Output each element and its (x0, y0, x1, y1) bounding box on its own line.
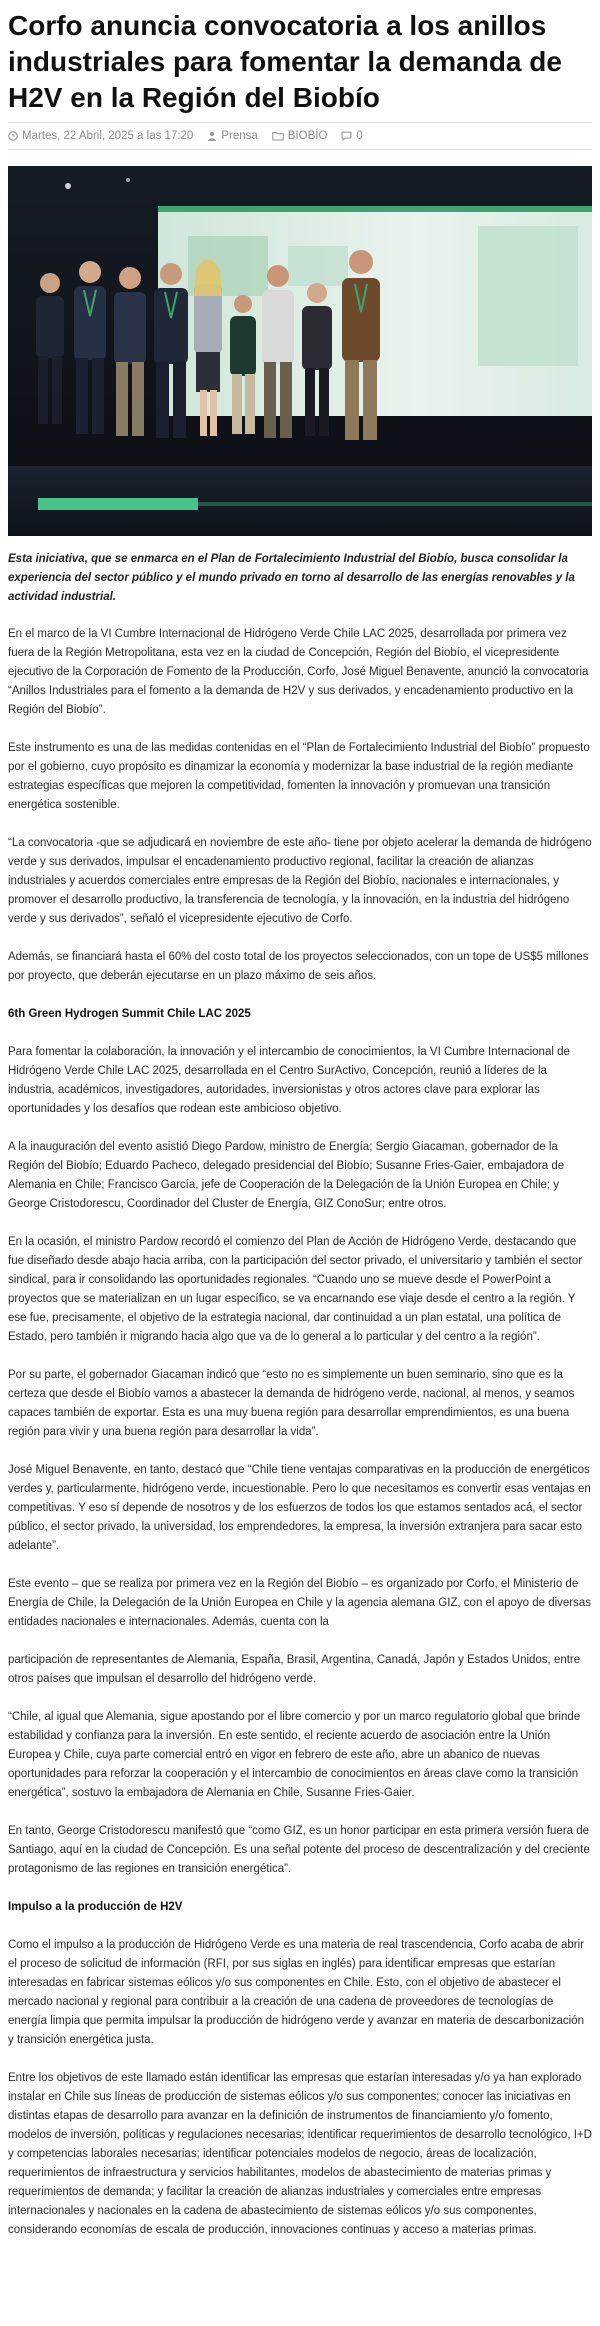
h2v-paragraph-1: Como el impulso a la producción de Hidrógeno Verde es una materia de real trascendencia, Corfo acaba de abrir el proceso de solicitud de información (RFI, por sus siglas en inglés) para identificar empresas que estarían interesadas en fabricar sistemas eólicos y/o sus componentes en Chile. Esto, con el objetivo de abastecer el mercado nacional y regional para contribuir a la creación de una cadena de proveedores de tecnologías de energía limpia que permita impulsar la producción de hidrógeno verde y avanzar en materia de descarbonización y transición energética justa. (8, 1939, 584, 2046)
h2v-paragraph-2: Entre los objetivos de este llamado están identificar las empresas que estarían interesadas y/o ya han explorado instalar en Chile sus líneas de producción de sistemas eólicos y/o sus componentes; conocer las iniciativas en distintas etapas de desarrollo para avanzar en la definición de instrumentos de financiamiento y/o fomento, modelos de inversión, políticas y regulaciones necesarias; identificar requerimientos de desarrollo tecnológico, I+D y competencias laborales necesarias; identificar potenciales modelos de negocio, áreas de localización, requerimientos de infraestructura y servicios habilitantes, modelos de abastecimiento de materias primas y requerimientos de demanda; y facilitar la creación de alianzas industriales y comerciales entre empresas internacionales y nacionales en la cadena de abastecimiento de sistemas eólicos y/o sus componentes, considerando economías de escala de producción, innovaciones continuas y acceso a materias primas. (8, 2072, 592, 2236)
summit-paragraph-8: “Chile, al igual que Alemania, sigue apostando por el libre comercio y por un marco regulatorio global que brinde estabilidad y confianza para la inversión. En este sentido, el reciente acuerdo de asociación entre la Unión Europea y Chile, cuya parte comercial entró en vigor en febrero de este año, abre un abanico de nuevas oportunidades para reforzar la cooperación y el intercambio de conocimientos en áreas clave como la transición energética”, sostuvo la embajadora de Alemania en Chile, Susanne Fries-Gaier. (8, 1711, 581, 1799)
article-photo (8, 166, 592, 536)
comment-icon (341, 131, 352, 141)
meta-comments-link[interactable]: 0 (356, 130, 363, 142)
group-photo-illustration (8, 166, 592, 536)
section-heading-summit: 6th Green Hydrogen Summit Chile LAC 2025 (8, 1008, 251, 1020)
summit-paragraph-4: Por su parte, el gobernador Giacaman indicó que “esto no es simplemente un buen seminario, sino que es la certeza que desde el Biobío vamos a abastecer la demanda de hidrógeno verde, nacional, al menos, y seamos capaces también de exportar. Esta es una muy buena región para desarrollar emprendimientos, es una buena región para vivir y una buena región para desarrollar la vida”. (8, 1369, 575, 1438)
paragraph-4: Además, se financiará hasta el 60% del costo total de los proyectos seleccionados, con un tope de US$5 millones por proyecto, que deberán ejecutarse en un plazo máximo de seis años. (8, 951, 589, 982)
section-heading-h2v: Impulso a la producción de H2V (8, 1901, 183, 1913)
article-lead: Esta iniciativa, que se enmarca en el Plan de Fortalecimiento Industrial del Biobío, busca consolidar la experiencia del sector público y el mundo privado en torno al desarrollo de las energías renovables y la actividad industrial. (8, 553, 575, 603)
meta-author-link[interactable]: Prensa (221, 130, 258, 142)
paragraph-2: Este instrumento es una de las medidas contenidas en el “Plan de Fortalecimiento Industrial del Biobío” propuesto por el gobierno, cuyo propósito es dinamizar la economía y modernizar la base industrial de la región mediante estrategias específicas que mejoren la competitividad, fomenten la innovación y promuevan una transición energética sostenible. (8, 742, 590, 811)
meta-comments[interactable] (341, 130, 362, 142)
meta-author[interactable] (207, 130, 257, 142)
summit-paragraph-9: En tanto, George Cristodorescu manifestó que “como GIZ, es un honor participar en esta primera versión fuera de Santiago, aquí en la ciudad de Concepción. Es una señal potente del proceso de descentralización y del creciente protagonismo de las regiones en transición energética”. (8, 1825, 590, 1875)
folder-icon (272, 131, 284, 141)
article-title: Corfo anuncia convocatoria a los anillos industriales para fomentar la demanda de H2V en la Región del Biobío (8, 10, 562, 113)
article (0, 8, 600, 2240)
meta-date-text: Martes, 22 Abril, 2025 a las 17:20 (22, 130, 194, 142)
meta-category-link[interactable]: BIOBÍO (287, 130, 328, 142)
summit-paragraph-1: Para fomentar la colaboración, la innovación y el intercambio de conocimientos, la VI Cumbre Internacional de Hidrógeno Verde Chile LAC 2025, desarrollada en el Centro SurActivo, Concepción, reunió a líderes de la industria, académicos, investigadores, autoridades, inversionistas y otros actores clave para explorar las oportunidades y los desafíos que rodean este ambicioso objetivo. (8, 1046, 570, 1115)
summit-paragraph-6: Este evento – que se realiza por primera vez en la Región del Biobío – es organizado por Corfo, el Ministerio de Energía de Chile, la Delegación de la Unión Europea en Chile y la agencia alemana GIZ, con el apoyo de diversas entidades nacionales e internacionales. Además, cuenta con la (8, 1578, 592, 1628)
summit-paragraph-3: En la ocasión, el ministro Pardow recordó el comienzo del Plan de Acción de Hidrógeno Verde, destacando que fue diseñado desde abajo hacia arriba, con la participación del sector privado, el universitario y también el sector sindical, para ir consolidando las oportunidades regionales. “Cuando uno se mueve desde el PowerPoint a proyectos que se materializan en un lugar específico, se va encarnando ese viaje desde el centro a la región. Y ese fue, precisamente, el objetivo de la estrategia nacional, dar continuidad a un plan estatal, una política de Estado, pero también ir migrando hacia algo que va de lo general a lo particular y del centro a la región”. (8, 1236, 583, 1343)
clock-icon (8, 131, 18, 141)
paragraph-3: “La convocatoria -que se adjudicará en noviembre de este año- tiene por objeto acelerar la demanda de hidrógeno verde y sus derivados, impulsar el encadenamiento productivo regional, facilitar la creación de alianzas industriales y acuerdos comerciales entre empresas de la Región del Biobío, nacionales e internacionales, y promover el desarrollo productivo, la transferencia de tecnología, y la innovación, en la industria del hidrógeno verde y sus derivados”, señaló el vicepresidente ejecutivo de Corfo. (8, 837, 592, 925)
meta-date (8, 130, 193, 142)
meta-category[interactable] (272, 130, 328, 142)
article-meta (8, 122, 592, 150)
user-icon (207, 131, 217, 141)
summit-paragraph-2: A la inauguración del evento asistió Diego Pardow, ministro de Energía; Sergio Giacaman, gobernador de la Región del Biobío; Eduardo Pacheco, delegado presidencial del Biobío; Susanne Fries-Gaier, embajadora de Alemania en Chile; Francisco García, jefe de Cooperación de la Delegación de la Unión Europea en Chile; y George Cristodorescu, Coordinador del Cluster de Energía, GIZ ConoSur; entre otros. (8, 1141, 565, 1210)
summit-paragraph-5: José Miguel Benavente, en tanto, destacó que “Chile tiene ventajas comparativas en la producción de energéticos verdes y, particularmente, hidrógeno verde, incuestionable. Pero lo que necesitamos es convertir esas ventajas en competitivas. Y eso sí depende de nosotros y de los esfuerzos de todos los que estamos sentados acá, el sector público, el sector privado, la universidad, los emprendedores, la empresa, la inversión extranjera para sacar esto adelante”. (8, 1464, 591, 1552)
summit-paragraph-7: participación de representantes de Alemania, España, Brasil, Argentina, Canadá, Japón y Estados Unidos, entre otros países que impulsan el desarrollo del hidrógeno verde. (8, 1654, 581, 1685)
paragraph-1: En el marco de la VI Cumbre Internacional de Hidrógeno Verde Chile LAC 2025, desarrollada por primera vez fuera de la Región Metropolitana, esta vez en la ciudad de Concepción, Región del Biobío, el vicepresidente ejecutivo de la Corporación de Fomento de la Producción, Corfo, José Miguel Benavente, anunció la convocatoria “Anillos Industriales para el fomento a la demanda de H2V y sus derivados, y encadenamiento productivo en la Región del Biobío”. (8, 628, 589, 716)
